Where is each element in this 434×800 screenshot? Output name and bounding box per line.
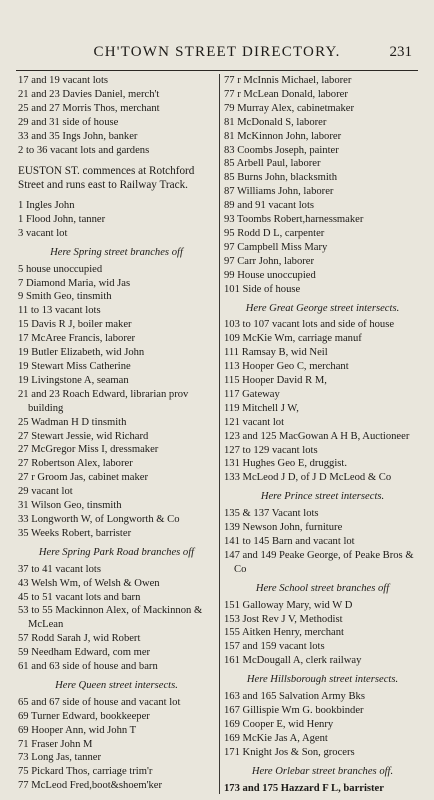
directory-entry: 103 to 107 vacant lots and side of house [224, 319, 395, 331]
directory-entry: 173 and 175 Hazzard F L, barrister [224, 782, 384, 794]
directory-entry: 141 to 145 Barn and vacant lot [224, 536, 355, 547]
directory-entry: 115 Hooper David R M, [224, 375, 327, 387]
left-block-4 [18, 696, 215, 793]
branch-note: Here Queen street intersects. [55, 679, 178, 691]
directory-entry: 163 and 165 Salvation Army Bks [224, 691, 365, 703]
column-divider [219, 74, 220, 794]
directory-entry: 27 r Groom Jas, cabinet maker [18, 472, 149, 484]
directory-entry: 169 McKie Jas A, Agent [224, 732, 328, 744]
directory-entry: 29 and 31 side of house [18, 116, 119, 128]
directory-entry: 155 Aitken Henry, merchant [224, 627, 344, 639]
directory-entry: 59 Needham Edward, com mer [18, 647, 151, 659]
directory-entry: 35 Weeks Robert, barrister [18, 527, 132, 539]
directory-entry: 73 Long Jas, tanner [18, 752, 101, 764]
directory-entry: 77 McLeod Fred,boot&shoem'ker [18, 780, 163, 792]
directory-entry: 79 Murray Alex, cabinetmaker [224, 102, 355, 114]
directory-entry: 37 to 41 vacant lots [18, 563, 101, 575]
branch-note: Here Prince street intersects. [260, 491, 385, 503]
directory-entry: 97 Carr John, laborer [224, 255, 315, 267]
directory-entry: 71 Fraser John M [18, 738, 93, 750]
directory-entry: 57 Rodd Sarah J, wid Robert [18, 633, 141, 645]
directory-entry: 25 Wadman H D tinsmith [18, 416, 127, 428]
directory-entry: 75 Pickard Thos, carriage trim'r [18, 766, 153, 778]
directory-entry: 119 Mitchell J W, [224, 402, 299, 414]
directory-entry: 19 Livingstone A, seaman [18, 374, 129, 386]
directory-entry: 53 to 55 Mackinnon Alex, of Mackinnon & McLean [18, 605, 203, 631]
branch-note: Here Great George street intersects. [245, 302, 400, 314]
directory-entry: 147 and 149 Peake George, of Peake Bros & Co [224, 549, 414, 575]
page-title: CH'TOWN STREET DIRECTORY. [93, 44, 341, 60]
directory-entry: 15 Davis R J, boiler maker [18, 319, 132, 331]
directory-entry: 153 Jost Rev J V, Methodist [224, 613, 343, 625]
left-block-2 [18, 263, 215, 541]
directory-entry: 161 McDougall A, clerk railway [224, 655, 362, 667]
directory-entry: 45 to 51 vacant lots and barn [18, 591, 141, 603]
directory-entry: 171 Knight Jos & Son, grocers [224, 746, 355, 758]
directory-entry: 127 to 129 vacant lots [224, 444, 318, 456]
page-header [0, 44, 434, 64]
directory-entry: 69 Turner Edward, bookkeeper [18, 710, 150, 722]
directory-entry: 19 Stewart Miss Catherine [18, 361, 131, 372]
branch-note: Here Spring street branches off [50, 246, 183, 258]
right-block-5 [224, 690, 421, 760]
directory-entry: 135 & 137 Vacant lots [224, 508, 319, 520]
directory-entry: 21 and 23 Roach Edward, librarian prov building [18, 388, 189, 414]
directory-entry: 17 McAree Francis, laborer [18, 333, 136, 345]
directory-entry: 87 Williams John, laborer [224, 186, 334, 198]
directory-entry: 17 and 19 vacant lots [18, 75, 109, 86]
right-block-4 [224, 599, 421, 669]
directory-entry: 11 to 13 vacant lots [18, 305, 101, 317]
header-rule [16, 70, 418, 71]
directory-entry: 117 Gateway [224, 388, 280, 400]
directory-entry: 109 McKie Wm, carriage manuf [224, 333, 362, 345]
directory-entry: 29 vacant lot [18, 486, 73, 498]
directory-entry: 169 Cooper E, wid Henry [224, 718, 334, 730]
right-block-3 [224, 507, 421, 577]
directory-entry: 21 and 23 Davies Daniel, merch't [18, 88, 160, 100]
directory-entry: 123 and 125 MacGowan A H B, Auctioneer [224, 430, 410, 442]
directory-entry: 65 and 67 side of house and vacant lot [18, 696, 181, 708]
left-top-entries [18, 74, 215, 157]
directory-entry: 5 house unoccupied [18, 263, 103, 275]
directory-entry: 89 and 91 vacant lots [224, 200, 315, 212]
street-heading: EUSTON ST. commences at Rotchford Street and runs east to Railway Track. [18, 165, 195, 192]
page-number: 231 [389, 44, 412, 60]
directory-entry: 7 Diamond Maria, wid Jas [18, 277, 131, 289]
directory-entry: 81 McKinnon John, laborer [224, 130, 342, 142]
directory-entry: 97 Campbell Miss Mary [224, 241, 328, 253]
right-block-2 [224, 318, 421, 485]
directory-entry: 43 Welsh Wm, of Welsh & Owen [18, 577, 160, 589]
directory-entry: 69 Hooper Ann, wid John T [18, 724, 137, 736]
branch-note: Here Orlebar street branches off. [251, 765, 394, 777]
directory-entry: 167 Gillispie Wm G. bookbinder [224, 704, 364, 716]
directory-entry: 93 Toombs Robert,harnessmaker [224, 214, 364, 226]
directory-entry: 9 Smith Geo, tinsmith [18, 291, 112, 303]
directory-entry: 121 vacant lot [224, 416, 285, 428]
directory-entry: 157 and 159 vacant lots [224, 641, 325, 653]
left-column [18, 74, 215, 793]
directory-entry: 27 Robertson Alex, laborer [18, 458, 133, 470]
directory-entry: 19 Butler Elizabeth, wid John [18, 347, 145, 359]
directory-entry: 81 McDonald S, laborer [224, 116, 327, 128]
directory-entry: 33 and 35 Ings John, banker [18, 130, 138, 142]
directory-entry: 33 Longworth W, of Longworth & Co [18, 513, 180, 525]
directory-entry: 83 Coombs Joseph, painter [224, 144, 339, 156]
directory-entry: 1 Ingles John [18, 200, 75, 212]
directory-entry: 77 r McInnis Michael, laborer [224, 75, 352, 86]
directory-entry: 139 Newson John, furniture [224, 522, 343, 534]
branch-note: Here School street branches off [255, 582, 390, 594]
left-block-3 [18, 563, 215, 674]
left-block-1 [18, 199, 215, 241]
directory-entry: 151 Galloway Mary, wid W D [224, 599, 353, 611]
directory-entry: 101 Side of house [224, 283, 301, 295]
directory-entry: 31 Wilson Geo, tinsmith [18, 500, 122, 512]
directory-entry: 131 Hughes Geo E, druggist. [224, 458, 347, 470]
directory-entry: 111 Ramsay B, wid Neil [224, 347, 328, 359]
right-block-1 [224, 74, 421, 297]
directory-entry: 133 McLeod J D, of J D McLeod & Co [224, 472, 392, 484]
right-column [224, 74, 421, 795]
directory-entry: 61 and 63 side of house and barn [18, 661, 158, 673]
directory-entry: 95 Rodd D L, carpenter [224, 227, 325, 239]
directory-entry: 85 Arbell Paul, laborer [224, 158, 321, 170]
directory-entry: 85 Burns John, blacksmith [224, 172, 337, 184]
directory-entry: 3 vacant lot [18, 227, 68, 239]
directory-entry: 113 Hooper Geo C, merchant [224, 361, 349, 373]
directory-entry: 99 House unoccupied [224, 269, 316, 281]
directory-entry: 2 to 36 vacant lots and gardens [18, 144, 150, 156]
branch-note: Here Spring Park Road branches off [38, 546, 195, 558]
directory-entry: 77 r McLean Donald, laborer [224, 88, 348, 100]
directory-entry: 25 and 27 Morris Thos, merchant [18, 102, 160, 114]
directory-entry: 27 Stewart Jessie, wid Richard [18, 430, 149, 442]
directory-entry: 1 Flood John, tanner [18, 213, 106, 225]
directory-entry: 27 McGregor Miss I, dressmaker [18, 444, 159, 456]
branch-note: Here Hillsborough street intersects. [246, 674, 399, 686]
